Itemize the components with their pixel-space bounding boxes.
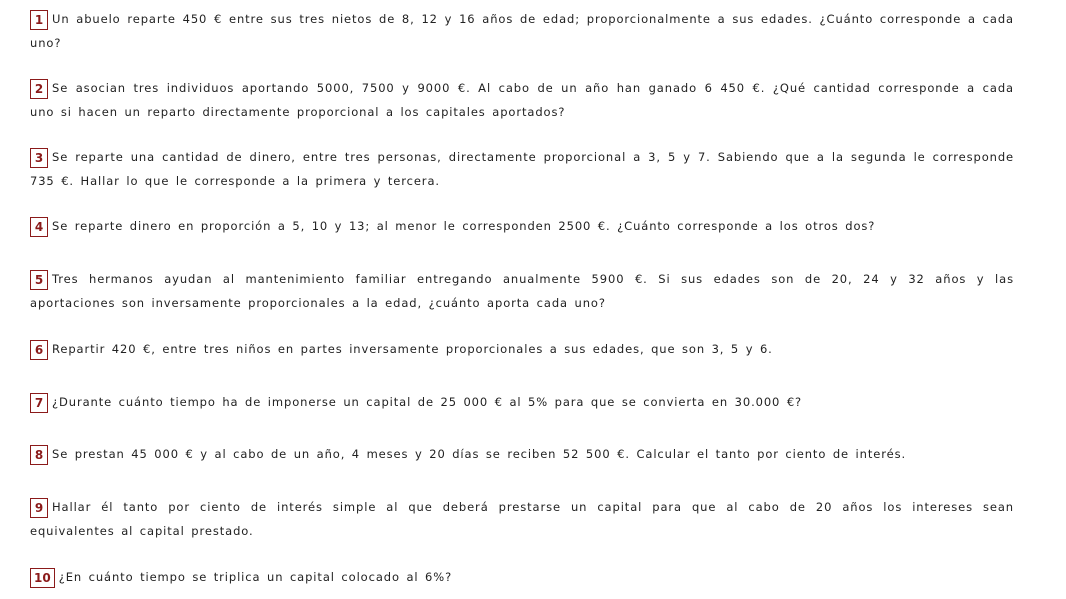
- problem-text: ¿Durante cuánto tiempo ha de imponerse un capital de 25 000 € al 5% para que se convierta en 30.000 €?: [52, 395, 803, 409]
- problem-text: Se prestan 45 000 € y al cabo de un año, 4 meses y 20 días se reciben 52 500 €. Calcular el tanto por ciento de interés.: [52, 447, 907, 461]
- problem-number-badge: 8: [30, 445, 48, 465]
- problem-number-badge: 7: [30, 393, 48, 413]
- problem-text: Se reparte una cantidad de dinero, entre tres personas, directamente proporcional a 3, 5 y 7. Sabiendo que a la segunda le corresponde 735 €. Hallar lo que le corresponde a la primera y tercera.: [30, 150, 1014, 188]
- problem-number-badge: 1: [30, 10, 48, 30]
- problem-item: [30, 565, 1014, 589]
- problem-number-badge: 6: [30, 340, 48, 360]
- problem-item: [30, 76, 1014, 124]
- problem-item: [30, 442, 1014, 466]
- problem-number-badge: 10: [30, 568, 55, 588]
- problem-item: [30, 390, 1014, 414]
- problem-item: [30, 7, 1014, 55]
- problem-number-badge: 4: [30, 217, 48, 237]
- problem-item: [30, 145, 1014, 193]
- problem-text: Tres hermanos ayudan al mantenimiento familiar entregando anualmente 5900 €. Si sus edades son de 20, 24 y 32 años y las aportaciones son inversamente proporcionales a la edad, ¿cuánto aporta cada uno?: [30, 272, 1014, 310]
- problem-item: [30, 337, 1014, 361]
- problem-text: Hallar él tanto por ciento de interés simple al que deberá prestarse un capital para que al cabo de 20 años los intereses sean equivalentes al capital prestado.: [30, 500, 1014, 538]
- problem-text: Un abuelo reparte 450 € entre sus tres nietos de 8, 12 y 16 años de edad; proporcionalmente a sus edades. ¿Cuánto corresponde a cada uno?: [30, 12, 1014, 50]
- problem-text: Se reparte dinero en proporción a 5, 10 y 13; al menor le corresponden 2500 €. ¿Cuánto corresponde a los otros dos?: [52, 219, 876, 233]
- problem-item: [30, 214, 1014, 238]
- problem-item: [30, 495, 1014, 543]
- problem-number-badge: 3: [30, 148, 48, 168]
- problem-item: [30, 267, 1014, 315]
- problem-text: ¿En cuánto tiempo se triplica un capital colocado al 6%?: [58, 570, 453, 584]
- problem-number-badge: 9: [30, 498, 48, 518]
- problem-number-badge: 5: [30, 270, 48, 290]
- problem-text: Repartir 420 €, entre tres niños en partes inversamente proporcionales a sus edades, que son 3, 5 y 6.: [52, 342, 773, 356]
- problem-number-badge: 2: [30, 79, 48, 99]
- problem-text: Se asocian tres individuos aportando 5000, 7500 y 9000 €. Al cabo de un año han ganado 6 450 €. ¿Qué cantidad corresponde a cada uno si hacen un reparto directamente proporcional a los capitales aportados?: [30, 81, 1014, 119]
